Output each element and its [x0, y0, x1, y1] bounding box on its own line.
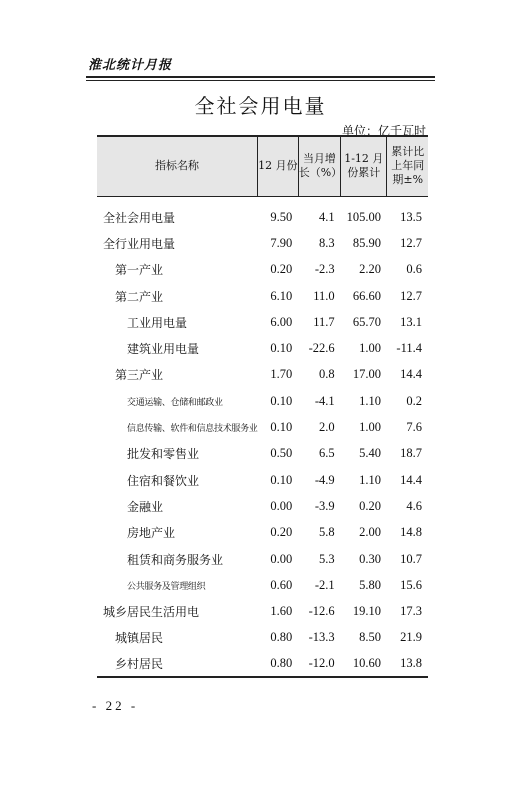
month-growth-cell: -12.6: [308, 604, 335, 619]
indicator-name: 第二产业: [115, 289, 164, 304]
cumulative-growth-cell: 7.6: [406, 420, 422, 435]
cumulative-value-cell: 8.50: [359, 630, 381, 645]
indicator-name: 城乡居民生活用电: [103, 605, 200, 620]
month-value-cell: 0.80: [258, 651, 299, 677]
column-header-cumulative: 1-12 月份累计: [341, 136, 387, 196]
page-number: - 22 -: [92, 698, 139, 713]
month-growth-cell: -2.3: [314, 262, 335, 277]
indicator-name: 建筑业用电量: [127, 342, 200, 357]
month-value-cell: 0.20: [270, 525, 293, 540]
cumulative-growth-cell: 10.7: [400, 551, 422, 566]
month-value-cell: 0.10: [270, 472, 293, 487]
indicator-name: 交通运输、仓储和邮政业: [127, 397, 223, 408]
cumulative-value-cell: 85.90: [352, 235, 381, 250]
month-growth-cell: -2.1: [314, 577, 335, 592]
column-header-month-value: 12 月份: [258, 136, 299, 196]
table-row: [97, 625, 428, 651]
indicator-name: 全社会用电量: [103, 210, 176, 225]
table-row: [97, 388, 428, 414]
cumulative-growth-cell: 13.5: [400, 209, 422, 224]
month-value-cell: 0.00: [270, 498, 293, 513]
table-spacer: [97, 196, 428, 204]
cumulative-value-cell: 105.00: [346, 209, 381, 224]
cumulative-growth-cell: 21.9: [400, 630, 422, 645]
table-row: [97, 598, 428, 624]
cumulative-growth-cell: 14.4: [400, 367, 422, 382]
table-row: [97, 204, 428, 230]
month-growth-cell: 6.5: [319, 446, 335, 461]
month-growth-cell: 0.8: [319, 367, 335, 382]
cumulative-value-cell: 1.10: [359, 393, 381, 408]
month-value-cell: 0.80: [270, 630, 293, 645]
month-value-cell: 0.00: [270, 551, 293, 566]
month-value-cell: 6.00: [270, 314, 293, 329]
table-row: [97, 309, 428, 335]
cumulative-value-cell: 19.10: [352, 604, 381, 619]
cumulative-growth-cell: 17.3: [400, 604, 422, 619]
cumulative-value-cell: 5.80: [359, 577, 381, 592]
column-header-month-growth: 当月增长（%）: [298, 136, 340, 196]
month-value-cell: 0.20: [270, 262, 293, 277]
indicator-name: 金融业: [127, 499, 164, 514]
month-value-cell: 0.50: [270, 446, 293, 461]
table-body: [97, 196, 428, 677]
month-growth-cell: -4.9: [314, 472, 335, 487]
column-header-indicator: 指标名称: [97, 136, 258, 196]
unit-label: 单位：亿千瓦时: [341, 124, 426, 138]
month-growth-cell: 4.1: [319, 209, 335, 224]
month-growth-cell: -3.9: [314, 498, 335, 513]
month-value-cell: 1.60: [270, 604, 293, 619]
indicator-name: 住宿和餐饮业: [127, 473, 200, 488]
table-row: [97, 493, 428, 519]
month-growth-cell: -13.3: [308, 630, 335, 645]
month-growth-cell: 11.7: [313, 314, 335, 329]
indicator-name: 房地产业: [127, 526, 176, 541]
publication-title: 淮北统计月报: [88, 58, 173, 73]
table-row: [97, 362, 428, 388]
column-header-cumulative-growth: 累计比上年同期±%: [387, 136, 428, 196]
month-value-cell: 0.10: [270, 393, 293, 408]
table-row: [97, 572, 428, 598]
indicator-name: 工业用电量: [127, 315, 188, 330]
cumulative-value-cell: 0.30: [359, 551, 381, 566]
indicator-name: 乡村居民: [97, 651, 258, 677]
month-growth-cell: -4.1: [314, 393, 335, 408]
cumulative-growth-cell: 14.8: [400, 525, 422, 540]
month-value-cell: 0.10: [270, 341, 293, 356]
cumulative-growth-cell: 0.2: [406, 393, 422, 408]
table-row: [97, 441, 428, 467]
cumulative-growth-cell: 14.4: [400, 472, 422, 487]
month-value-cell: 0.60: [270, 577, 293, 592]
table-header-row: [97, 136, 428, 196]
month-growth-cell: 5.3: [319, 551, 335, 566]
cumulative-growth-cell: 13.8: [387, 651, 428, 677]
month-growth-cell: 2.0: [319, 420, 335, 435]
cumulative-value-cell: 65.70: [352, 314, 381, 329]
cumulative-growth-cell: 18.7: [400, 446, 422, 461]
header-divider-thin: [86, 80, 435, 81]
month-growth-cell: 8.3: [319, 235, 335, 250]
table-row: [97, 414, 428, 440]
cumulative-value-cell: 1.00: [359, 341, 381, 356]
cumulative-growth-cell: 15.6: [400, 577, 422, 592]
cumulative-growth-cell: 4.6: [406, 498, 422, 513]
cumulative-value-cell: 1.10: [359, 472, 381, 487]
cumulative-value-cell: 5.40: [359, 446, 381, 461]
table-row: [97, 230, 428, 256]
indicator-name: 租赁和商务服务业: [127, 552, 224, 567]
indicator-name: 批发和零售业: [127, 447, 200, 462]
table-row: [97, 651, 428, 677]
month-growth-cell: 11.0: [313, 288, 335, 303]
page-title: 全社会用电量: [194, 94, 327, 118]
indicator-name: 城镇居民: [115, 631, 164, 646]
table-row: [97, 257, 428, 283]
table-row: [97, 546, 428, 572]
cumulative-value-cell: 0.20: [359, 498, 381, 513]
month-value-cell: 6.10: [270, 288, 293, 303]
cumulative-growth-cell: -11.4: [396, 341, 422, 356]
indicator-name: 全行业用电量: [103, 236, 176, 251]
cumulative-value-cell: 2.00: [359, 525, 381, 540]
cumulative-growth-cell: 0.6: [406, 262, 422, 277]
table-row: [97, 283, 428, 309]
table-row: [97, 467, 428, 493]
electricity-consumption-table: [97, 135, 428, 678]
month-growth-cell: -12.0: [298, 651, 340, 677]
cumulative-value-cell: 10.60: [341, 651, 387, 677]
cumulative-growth-cell: 12.7: [400, 288, 422, 303]
cumulative-growth-cell: 12.7: [400, 235, 422, 250]
cumulative-value-cell: 17.00: [352, 367, 381, 382]
header-divider: [86, 76, 435, 78]
cumulative-growth-cell: 13.1: [400, 314, 422, 329]
indicator-name: 公共服务及管理组织: [127, 581, 206, 592]
indicator-name: 第三产业: [115, 368, 164, 383]
month-value-cell: 7.90: [270, 235, 293, 250]
indicator-name: 信息传输、软件和信息技术服务业: [127, 424, 258, 435]
cumulative-value-cell: 66.60: [352, 288, 381, 303]
month-growth-cell: -22.6: [308, 341, 335, 356]
month-value-cell: 0.10: [270, 420, 293, 435]
table-row: [97, 335, 428, 361]
cumulative-value-cell: 1.00: [359, 420, 381, 435]
month-value-cell: 1.70: [270, 367, 293, 382]
table-row: [97, 520, 428, 546]
indicator-name: 第一产业: [115, 263, 164, 278]
cumulative-value-cell: 2.20: [359, 262, 381, 277]
month-growth-cell: 5.8: [319, 525, 335, 540]
month-value-cell: 9.50: [270, 209, 293, 224]
